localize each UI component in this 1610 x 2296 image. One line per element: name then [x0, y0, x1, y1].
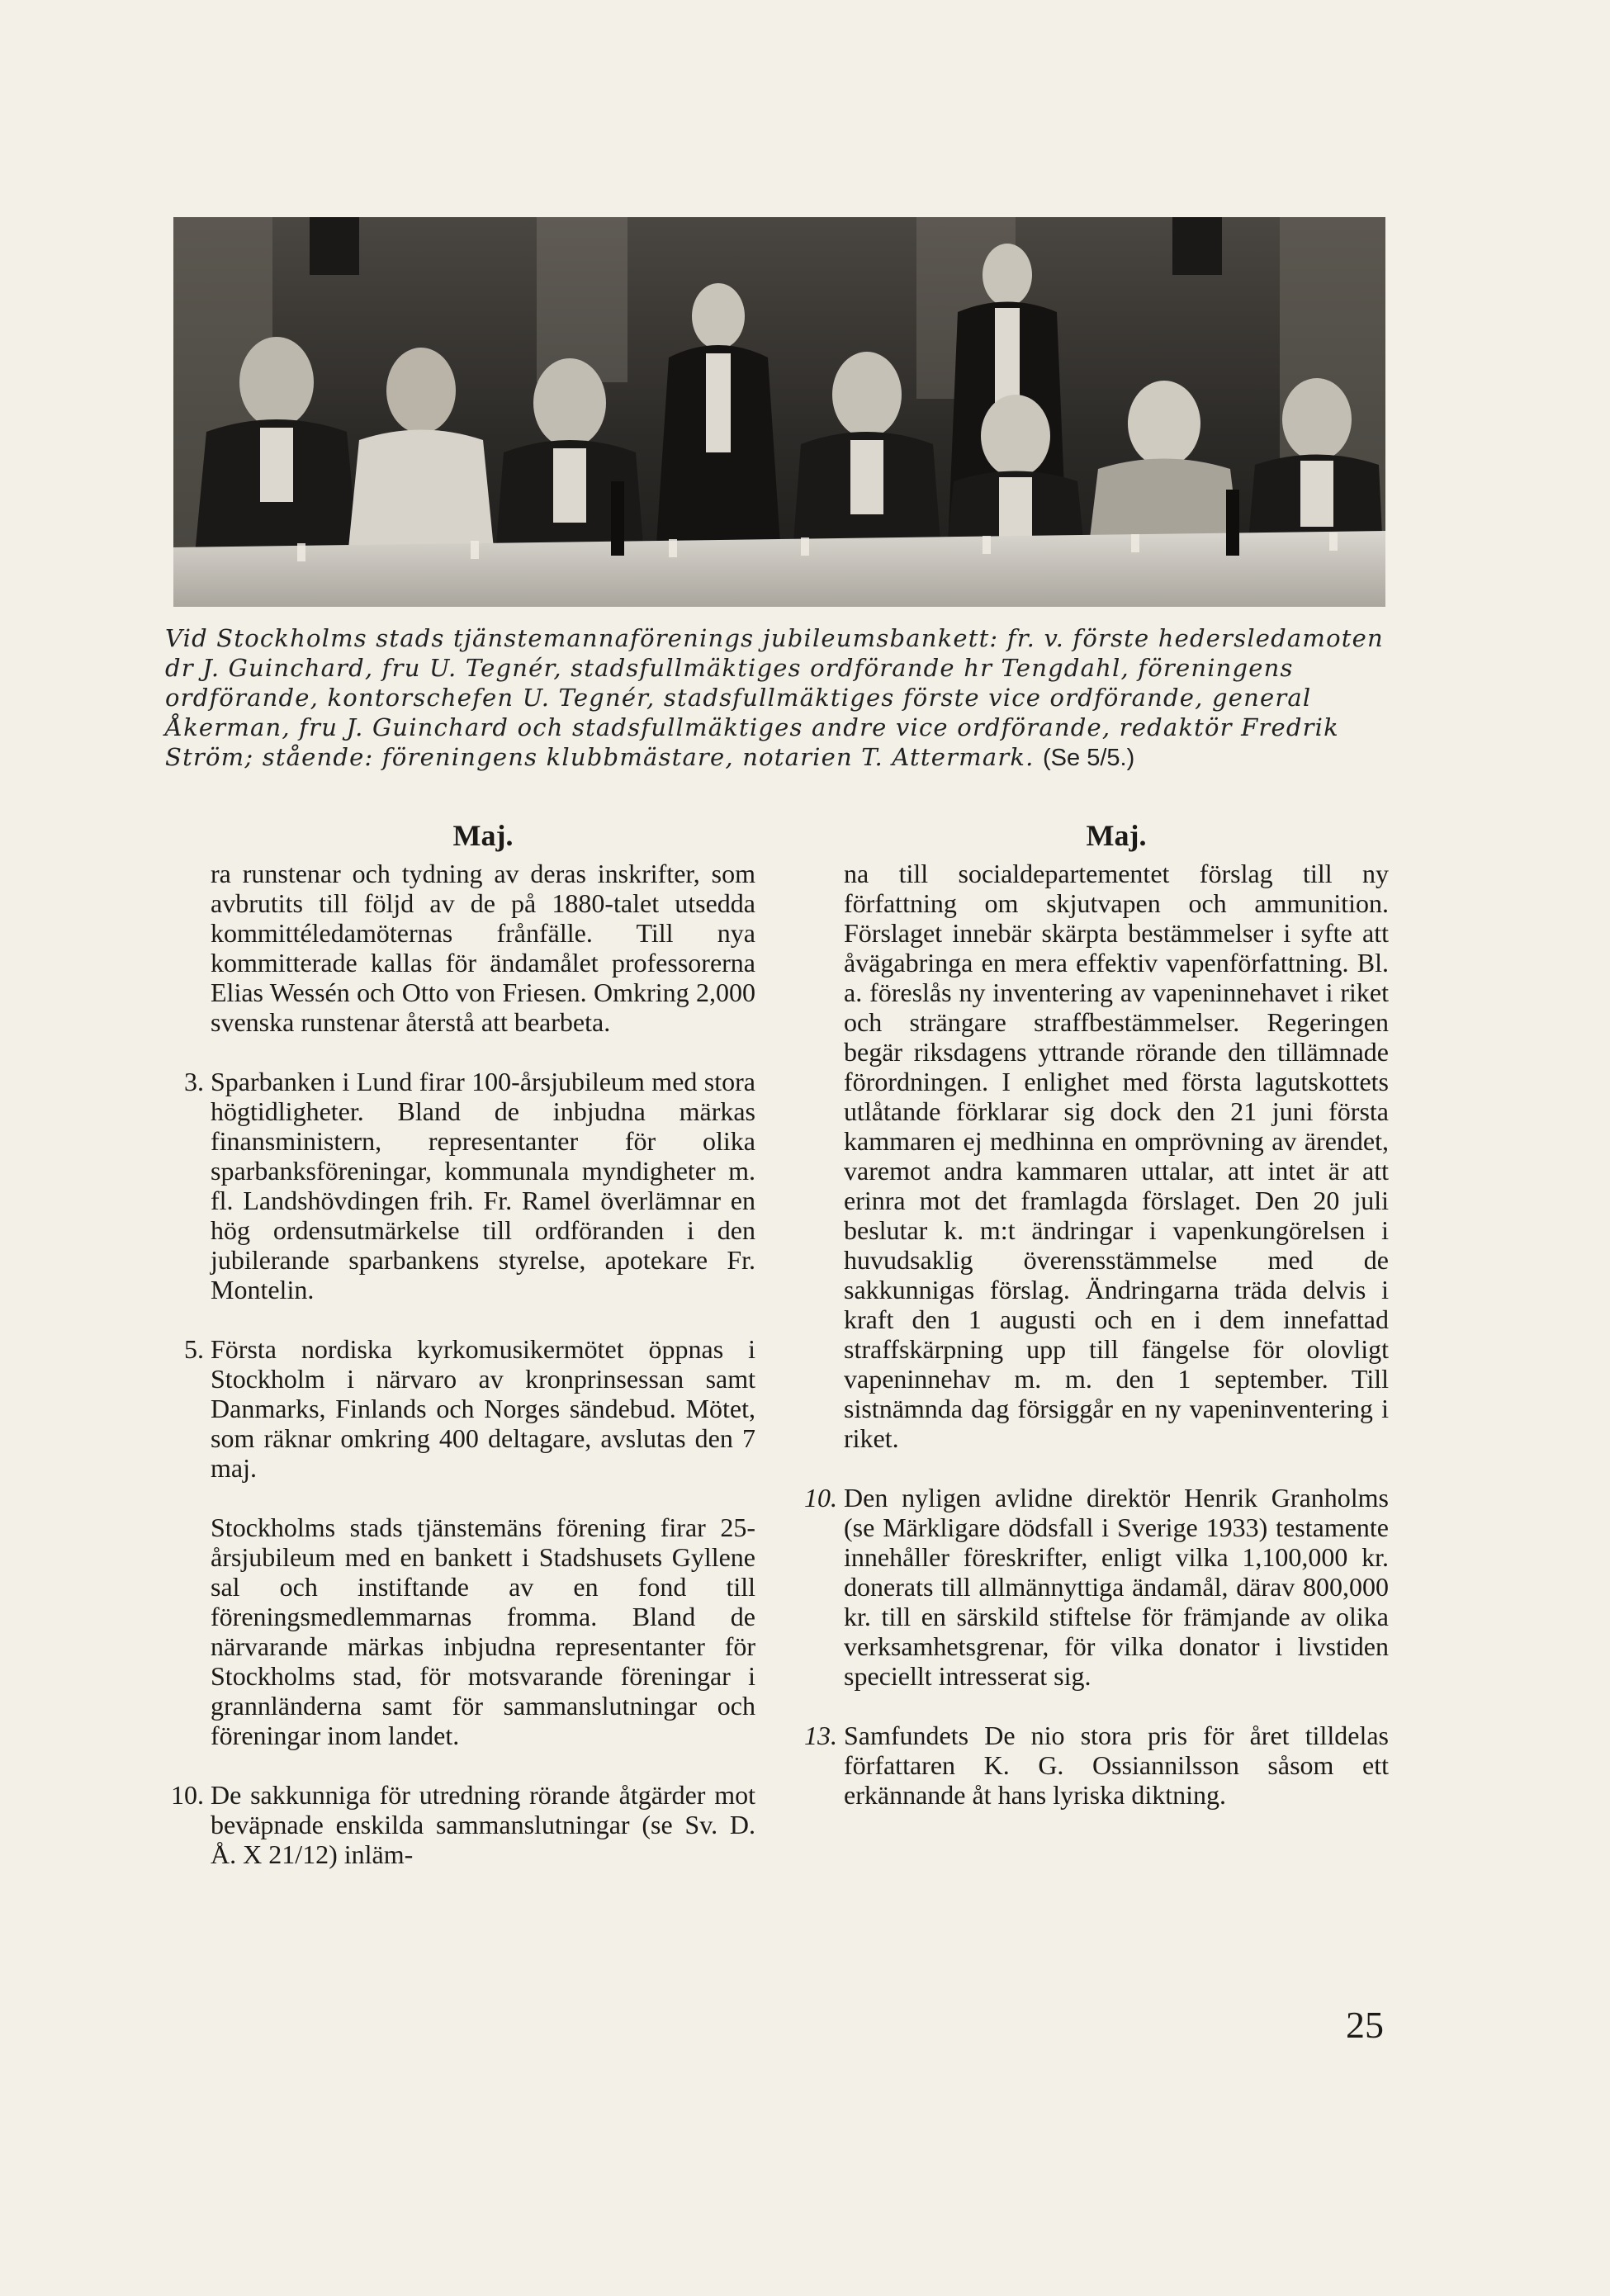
- page-number: 25: [1346, 2004, 1384, 2046]
- entry-text: Stockholms stads tjänstemäns förening firar 25-årsjubileum med en bankett i Stadshusets Gyllene sal och instiftande av en fond till föreningsmedlemmarnas fromma. Bland de närvarande märkas inbjudna representanter för Stockholms stad, för motsvarande föreningar i grannländerna samt för sammanslutningar och föreningar inom landet.: [211, 1513, 755, 1750]
- banquet-photo-illustration: [173, 217, 1385, 607]
- left-continuation-text: ra runstenar och tydning av deras inskrifter, som avbrutits till följd av de på 1880-talet utsedda kommittéledamöternas frånfälle. Till nya kommitterade kallas för ändamålet professorerna Elias Wessén och Otto von Friesen. Omkring 2,000 svenska runstenar återstå att bearbeta.: [211, 859, 755, 1037]
- entry-text: Första nordiska kyrkomusikermötet öppnas i Stockholm i närvaro av kronprinsessan samt Danmarks, Finlands och Norges sändebud. Mötet, som räknar omkring 400 deltagare, avslutas den 7 maj.: [211, 1334, 755, 1483]
- entry-date: 10.: [804, 1483, 837, 1513]
- chronicle-entry: [184, 1067, 755, 1304]
- chronicle-entry: [804, 1483, 1389, 1691]
- left-column-heading: Maj.: [452, 819, 514, 852]
- chronicle-entry: [171, 1780, 755, 1869]
- entry-text: Den nyligen avlidne direktör Henrik Granholms (se Märkligare dödsfall i Sverige 1933) testamente innehåller föreskrifter, enligt vilka 1,100,000 kr. donerats till allmännyttiga ändamål, därav 800,000 kr. till en särskild stiftelse för främjande av olika verksamhetsgrenar, för vilka donator i livstiden speciellt intresserat sig.: [844, 1483, 1389, 1691]
- entry-date: 10.: [171, 1780, 204, 1810]
- entry-text: De sakkunniga för utredning rörande åtgärder mot beväpnade enskilda sammanslutningar (se Sv. D. Å. X 21/12) inläm-: [211, 1780, 755, 1869]
- right-column-heading: Maj.: [1086, 819, 1147, 852]
- entry-date: 3.: [184, 1067, 204, 1096]
- entry-date: 13.: [804, 1721, 837, 1750]
- caption-text: Vid Stockholms stads tjänstemannaförenings jubileumsbankett: fr. v. förste hedersledamoten dr J. Guinchard, fru U. Tegnér, stadsfullmäktiges ordförande hr Tengdahl, föreningens ordförande, kontorschefen U. Tegnér, stadsfullmäktiges förste vice ordförande, general Åkerman, fru J. Guinchard och stadsfullmäktiges andre vice ordförande, redaktör Fredrik Ström; stående: föreningens klubbmästare, notarien T. Attermark.: [165, 624, 1384, 771]
- chronicle-entry: [804, 1721, 1389, 1810]
- chronicle-entry: [211, 1513, 755, 1750]
- chronicle-entry: [184, 1334, 755, 1483]
- right-column: [804, 817, 1389, 1810]
- entry-text: Sparbanken i Lund firar 100-årsjubileum med stora högtidligheter. Bland de inbjudna märkas finansministern, representanter för olika sparbanksföreningar, kommunala myndigheter m. fl. Landshövdingen frih. Fr. Ramel överlämnar en hög ordensutmärkelse till ordföranden i den jubilerande sparbankens styrelse, apotekare Fr. Montelin.: [211, 1067, 755, 1304]
- left-column: [171, 817, 755, 1869]
- photo-caption: [165, 623, 1395, 773]
- entry-text: Samfundets De nio stora pris för året tilldelas författaren K. G. Ossiannilsson såsom ett erkännande åt hans lyriska diktning.: [844, 1721, 1389, 1810]
- banquet-photograph: [173, 217, 1385, 607]
- right-continuation-text: na till socialdepartementet förslag till ny författning om skjutvapen och ammunition. Förslaget innebär skärpta bestämmelser i syfte att åvägabringa en mera effektiv vapenförfattning. Bl. a. föreslås ny inventering av vapeninnehavet i riket och strängare straffbestämmelser. Regeringen begär riksdagens yttrande rörande den tillämnade förordningen. I enlighet med första lagutskottets utlåtande förklarar sig dock den 21 juni första kammaren ej medhinna en omprövning av ärendet, varemot andra kammaren uttalar, att intet är att erinra mot det framlagda förslaget. Den 20 juli beslutar k. m:t ändringar i vapenkungörelsen i huvudsaklig överensstämmelse med de sakkunnigas förslag. Ändringarna träda delvis i kraft den 1 augusti och en i dem innefattad straffskärpning upp till fängelse för olovligt vapeninnehav m. m. den 1 september. Till sistnämnda dag försiggår en ny vapeninventering i riket.: [844, 859, 1389, 1453]
- caption-reference: (Se 5/5.): [1043, 745, 1135, 771]
- entry-date: 5.: [184, 1334, 204, 1364]
